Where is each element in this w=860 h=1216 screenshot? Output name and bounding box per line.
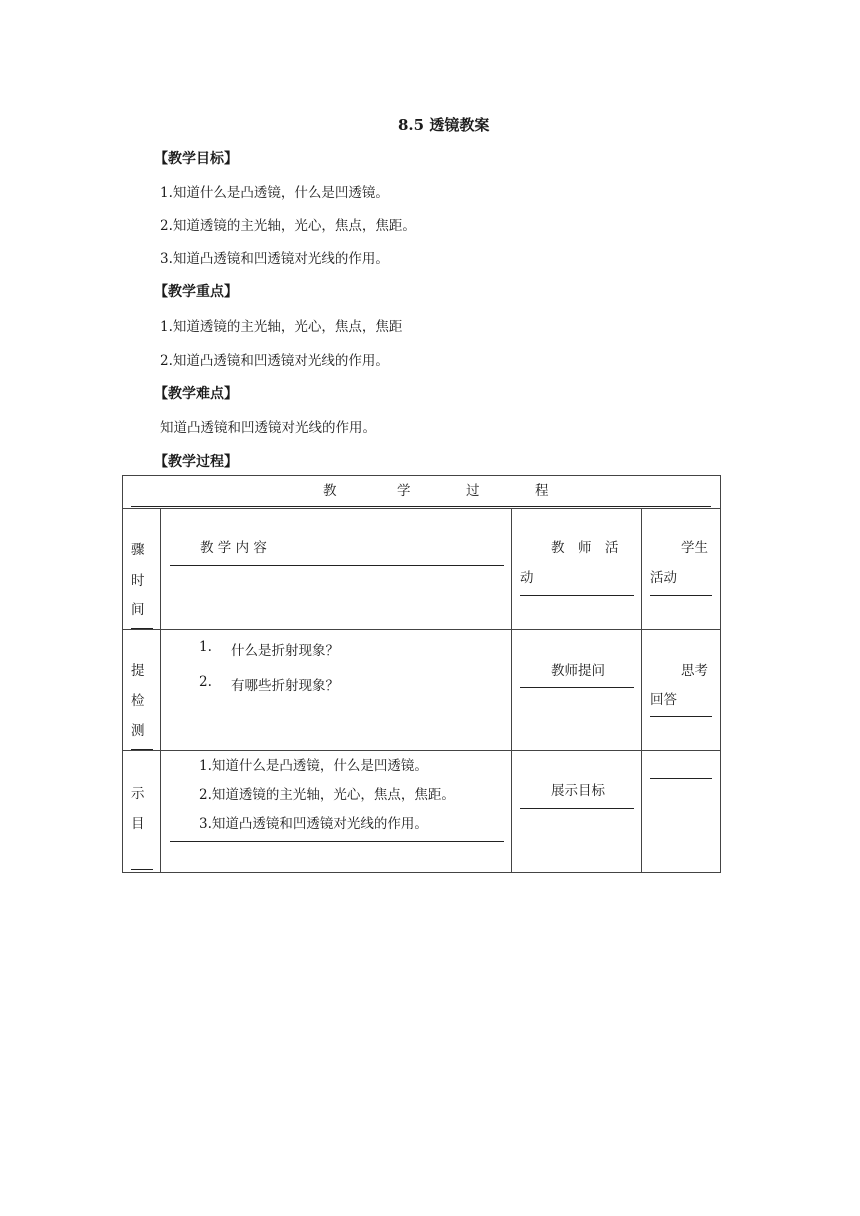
teacher-underline — [520, 687, 634, 688]
difficulties-heading: 【教学难点】 — [154, 386, 238, 402]
teacher-header-underline — [520, 595, 634, 596]
column-divider — [160, 508, 161, 872]
teacher-header-cont: 动 — [520, 570, 534, 586]
teacher-activity: 展示目标 — [551, 783, 605, 799]
process-heading: 【教学过程】 — [154, 454, 238, 470]
student-activity-cont: 回答 — [650, 692, 677, 708]
row-divider — [122, 750, 720, 751]
student-header-cont: 活动 — [650, 570, 677, 586]
content-underline — [170, 841, 504, 842]
student-header: 学生 — [681, 540, 708, 556]
content-header: 教 学 内 容 — [200, 540, 267, 556]
column-divider — [511, 508, 512, 872]
content-line: 3.知道凸透镜和凹透镜对光线的作用。 — [199, 816, 428, 832]
step-char: 检 — [131, 693, 145, 709]
banner-underline — [131, 506, 711, 507]
step-underline — [131, 869, 153, 870]
row-divider — [122, 508, 720, 509]
student-header-underline — [650, 595, 712, 596]
banner-char: 过 — [466, 483, 480, 499]
list-item: 什么是折射现象？ — [231, 643, 339, 659]
teacher-activity: 教师提问 — [551, 663, 605, 679]
content-line: 1.知道什么是凸透镜，什么是凹透镜。 — [199, 758, 428, 774]
objective-item: 1.知道什么是凸透镜，什么是凹透镜。 — [160, 185, 389, 201]
step-char: 提 — [131, 663, 145, 679]
objectives-heading: 【教学目标】 — [154, 151, 238, 167]
row-divider — [122, 629, 720, 630]
objective-item: 3.知道凸透镜和凹透镜对光线的作用。 — [160, 251, 389, 267]
step-header-char: 间 — [131, 602, 145, 618]
banner-char: 学 — [397, 483, 411, 499]
page-title: 8.5 透镜教案 — [398, 116, 490, 134]
banner-char: 教 — [323, 483, 337, 499]
step-char: 目 — [131, 816, 145, 832]
column-divider — [641, 508, 642, 872]
step-char: 示 — [131, 786, 145, 802]
list-item-number: 1. — [199, 639, 212, 655]
step-header-char: 时 — [131, 573, 145, 589]
teacher-header: 教 师 活 — [551, 540, 619, 556]
student-activity: 思考 — [681, 663, 708, 679]
list-item-number: 2. — [199, 674, 212, 690]
list-item: 有哪些折射现象？ — [231, 678, 339, 694]
student-underline — [650, 716, 712, 717]
teacher-underline — [520, 808, 634, 809]
student-underline — [650, 778, 712, 779]
difficulty-item: 知道凸透镜和凹透镜对光线的作用。 — [160, 420, 376, 436]
key-points-heading: 【教学重点】 — [154, 284, 238, 300]
key-point-item: 2.知道凸透镜和凹透镜对光线的作用。 — [160, 353, 389, 369]
banner-char: 程 — [535, 483, 549, 499]
key-point-item: 1.知道透镜的主光轴，光心，焦点，焦距 — [160, 319, 403, 335]
content-header-underline — [170, 565, 504, 566]
content-line: 2.知道透镜的主光轴，光心，焦点，焦距。 — [199, 787, 455, 803]
objective-item: 2.知道透镜的主光轴，光心，焦点，焦距。 — [160, 218, 416, 234]
step-header-char: 骤 — [131, 542, 145, 558]
step-char: 测 — [131, 723, 145, 739]
